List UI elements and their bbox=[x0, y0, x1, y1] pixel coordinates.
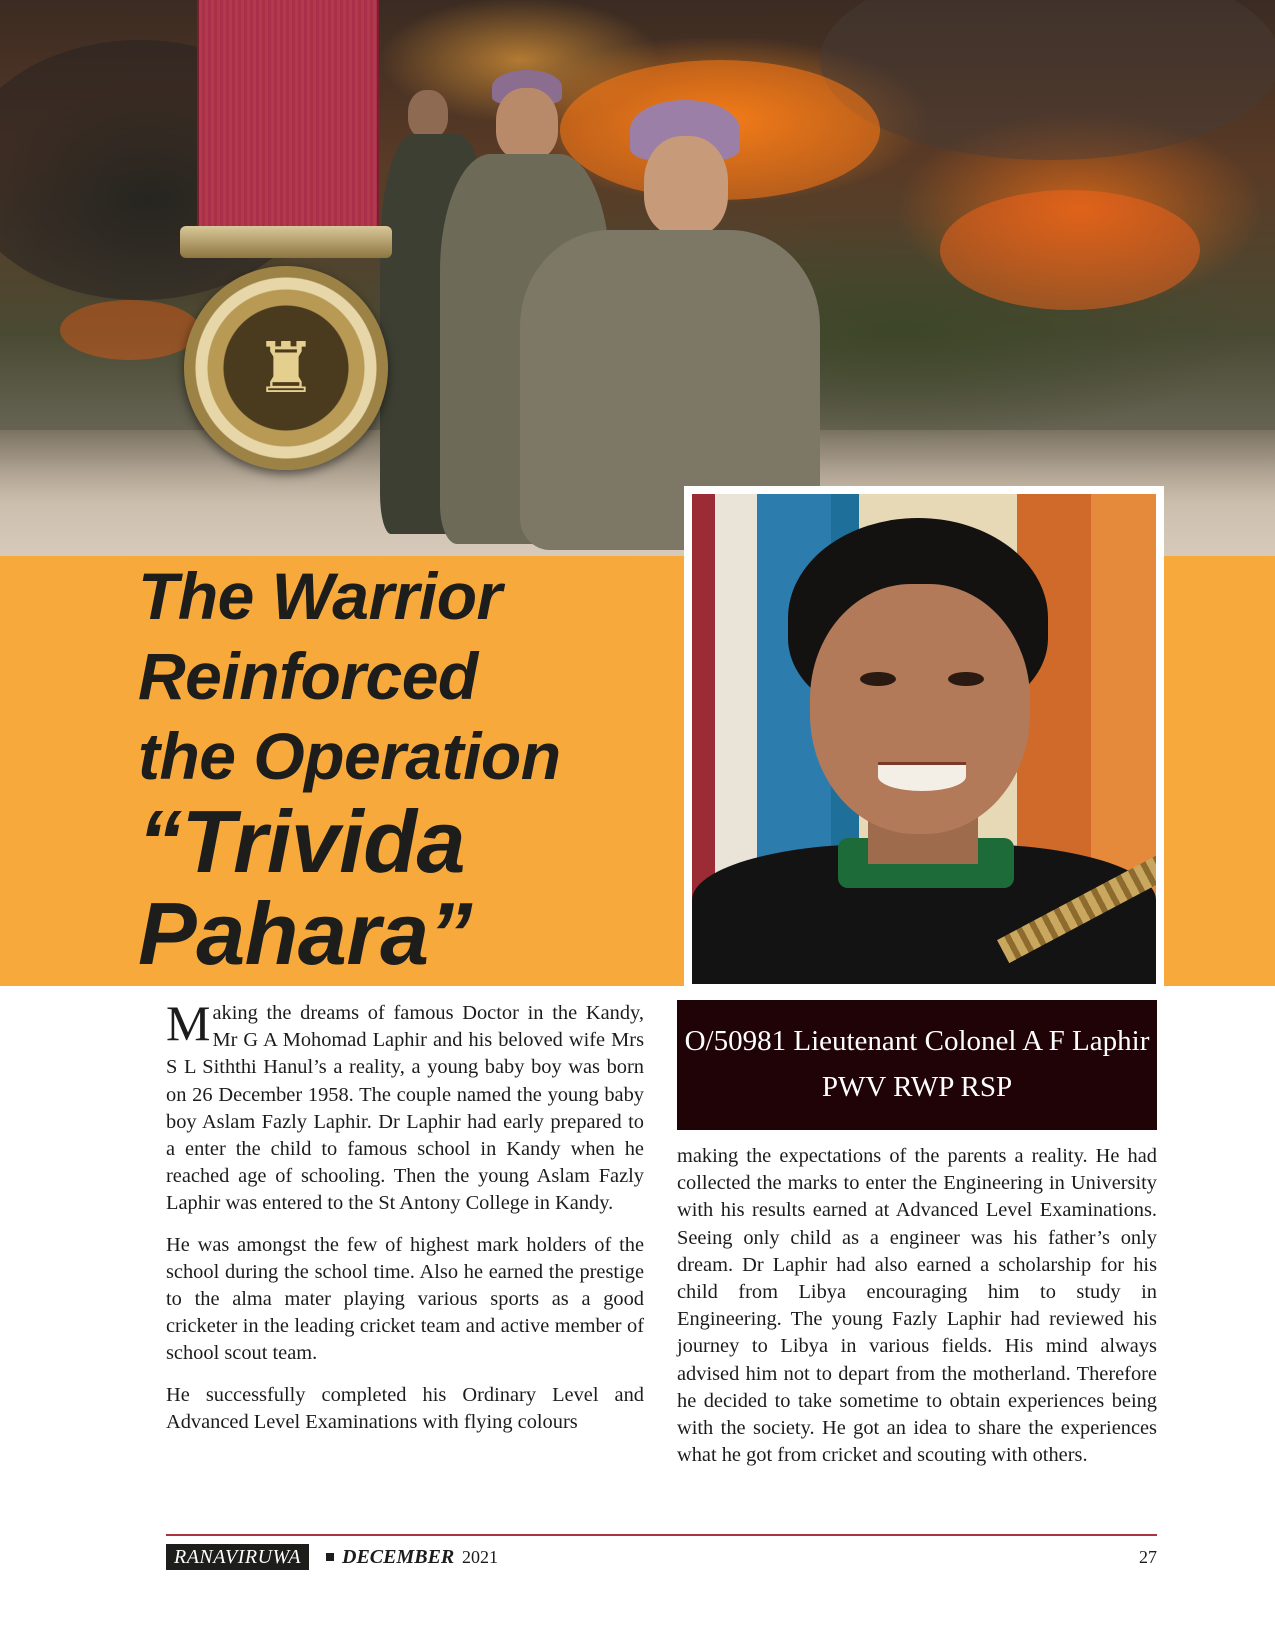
title-line: “Trivida bbox=[138, 792, 465, 891]
paragraph-text: aking the dreams of famous Doctor in the Kandy, Mr G A Mohomad Laphir and his beloved wife Mrs S L Siththi Hanul’s a reality, a young baby boy was born on 26 December 1958. The couple named the young baby boy Aslam Fazly Laphir. Dr Laphir had early prepared to a enter the child to famous school in Kandy when he reached age of schooling. Then the young Aslam Fazly Laphir was entered to the St Antony College in Kandy. bbox=[166, 1002, 644, 1215]
page-footer bbox=[166, 1544, 1157, 1572]
caption-line: PWV RWP RSP bbox=[821, 1071, 1013, 1103]
portrait-photo bbox=[692, 494, 1156, 984]
medal-clasp bbox=[180, 226, 392, 258]
fire-glow bbox=[940, 190, 1200, 310]
article-paragraph: He was amongst the few of highest mark holders of the school during the school time. Also he earned the prestige to the alma mater playing various sports as a good cricketer in the leading cricket team and active member of school scout team. bbox=[166, 1233, 644, 1365]
page-number: 27 bbox=[1139, 1547, 1157, 1567]
hero-battle-image bbox=[0, 0, 1275, 556]
separator-square-icon bbox=[326, 1553, 334, 1561]
smoke-cloud bbox=[820, 0, 1275, 160]
soldier-figure bbox=[520, 100, 820, 540]
article-title bbox=[138, 556, 698, 983]
caption-line: O/50981 Lieutenant Colonel A F Laphir bbox=[684, 1025, 1150, 1057]
magazine-name: RANAVIRUWA bbox=[166, 1544, 309, 1570]
face bbox=[810, 584, 1030, 834]
issue-year: 2021 bbox=[462, 1547, 498, 1567]
medal-ribbon bbox=[197, 0, 379, 232]
title-line: Pahara” bbox=[138, 884, 473, 983]
photo-caption bbox=[677, 1000, 1157, 1130]
eye bbox=[860, 672, 896, 686]
article-paragraph: He successfully completed his Ordinary Level and Advanced Level Examinations with flying colours bbox=[166, 1383, 644, 1433]
article-paragraph bbox=[166, 995, 644, 1218]
drop-cap: M bbox=[166, 995, 211, 1051]
article-column-right bbox=[677, 1143, 1157, 1483]
article-column-left bbox=[166, 995, 644, 1450]
title-line: the Operation bbox=[138, 719, 561, 793]
issue-month: DECEMBER bbox=[342, 1546, 455, 1568]
eye bbox=[948, 672, 984, 686]
fire-glow bbox=[60, 300, 200, 360]
footer-rule bbox=[166, 1534, 1157, 1536]
title-line: Reinforced bbox=[138, 639, 478, 713]
smile bbox=[878, 762, 966, 791]
article-paragraph: making the expectations of the parents a reality. He had collected the marks to enter the Engineering in University with his results earned at Advanced Level Examinations. Seeing only child as a engineer was his father’s only dream. Dr Laphir had also earned a scholarship for his child from Libya encouraging him to study in Engineering. The young Fazly Laphir had reviewed his journey to Libya in various fields. His mind always advised him not to depart from the motherland. Therefore he decided to take sometime to obtain experiences being with the society. He got an idea to share the experiences what he got from cricket and scouting with others. bbox=[677, 1145, 1157, 1467]
title-line: The Warrior bbox=[138, 559, 502, 633]
lion-medal-icon: ♜ bbox=[184, 266, 388, 470]
